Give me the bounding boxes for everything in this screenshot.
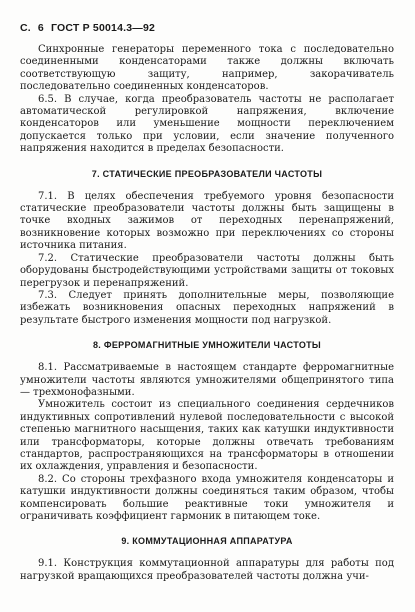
page-number: 6 <box>37 22 44 34</box>
section-heading: 7. СТАТИЧЕСКИЕ ПРЕОБРАЗОВАТЕЛИ ЧАСТОТЫ <box>91 168 323 179</box>
standard-designation: ГОСТ Р 50014.3—92 <box>50 22 156 34</box>
page-marker: С. <box>20 22 31 34</box>
paragraph: 8.1. Рассматриваемые в настоящем стандарте ферромагнитные умножители частоты являются умножителями общепринятого типа — трехмонофазными. <box>20 362 394 398</box>
document-body <box>20 44 394 583</box>
paragraph: Умножитель состоит из специального соединения сердечников индуктивных сопротивлений нулевой последовательности с высокой степенью магнитного насыщения, таких как катушки индуктивности или трансформаторы, которые должны отвечать требованиям стандартов, распространяющихся на трансформаторы в отношении их охлаждения, управления и безопасности. <box>20 399 394 473</box>
paragraph: 7.1. В целях обеспечения требуемого уровня безопасности статические преобразователи частоты должны быть защищены в точке входных зажимов от переходных перенапряжений, возникновение которых возможно при переключениях со стороны источника питания. <box>20 190 394 252</box>
paragraph: 7.2. Статические преобразователи частоты должны быть оборудованы быстродействующими устройствами защиты от токовых перегрузок и перенапряжений. <box>20 252 394 289</box>
paragraph: 6.5. В случае, когда преобразователь частоты не располагает автоматической регулировкой напряжения, включение конденсаторов или уменьшение мощности переключением допускается только при условии, если значение полученного напряжения находится в пределах безопасности. <box>20 93 394 155</box>
paragraph: Синхронные генераторы переменного тока с последовательно соединенными конденсаторами также должны включать соответствующую защиту, например, закорачиватель последовательно соединенных конденсаторов. <box>20 44 394 93</box>
section-heading: 9. КОММУТАЦИОННАЯ АППАРАТУРА <box>121 536 293 547</box>
paragraph: 8.2. Со стороны трехфазного входа умножителя конденсаторы и катушки индуктивности должны соединяться таким образом, чтобы компенсировать большие реактивные токи умножителя и ограничивать коэффициент гармоник в питающем токе. <box>20 473 394 522</box>
running-header <box>20 22 162 34</box>
paragraph: 7.3. Следует принять дополнительные меры, позволяющие избежать возникновения опасных переходных напряжений в результате быстрого изменения мощности под нагрузкой. <box>20 289 394 326</box>
paragraph: 9.1. Конструкция коммутационной аппаратуры для работы под нагрузкой вращающихся преобразователей частоты должна учи- <box>20 558 394 582</box>
section-heading: 8. ФЕРРОМАГНИТНЫЕ УМНОЖИТЕЛИ ЧАСТОТЫ <box>92 340 322 351</box>
